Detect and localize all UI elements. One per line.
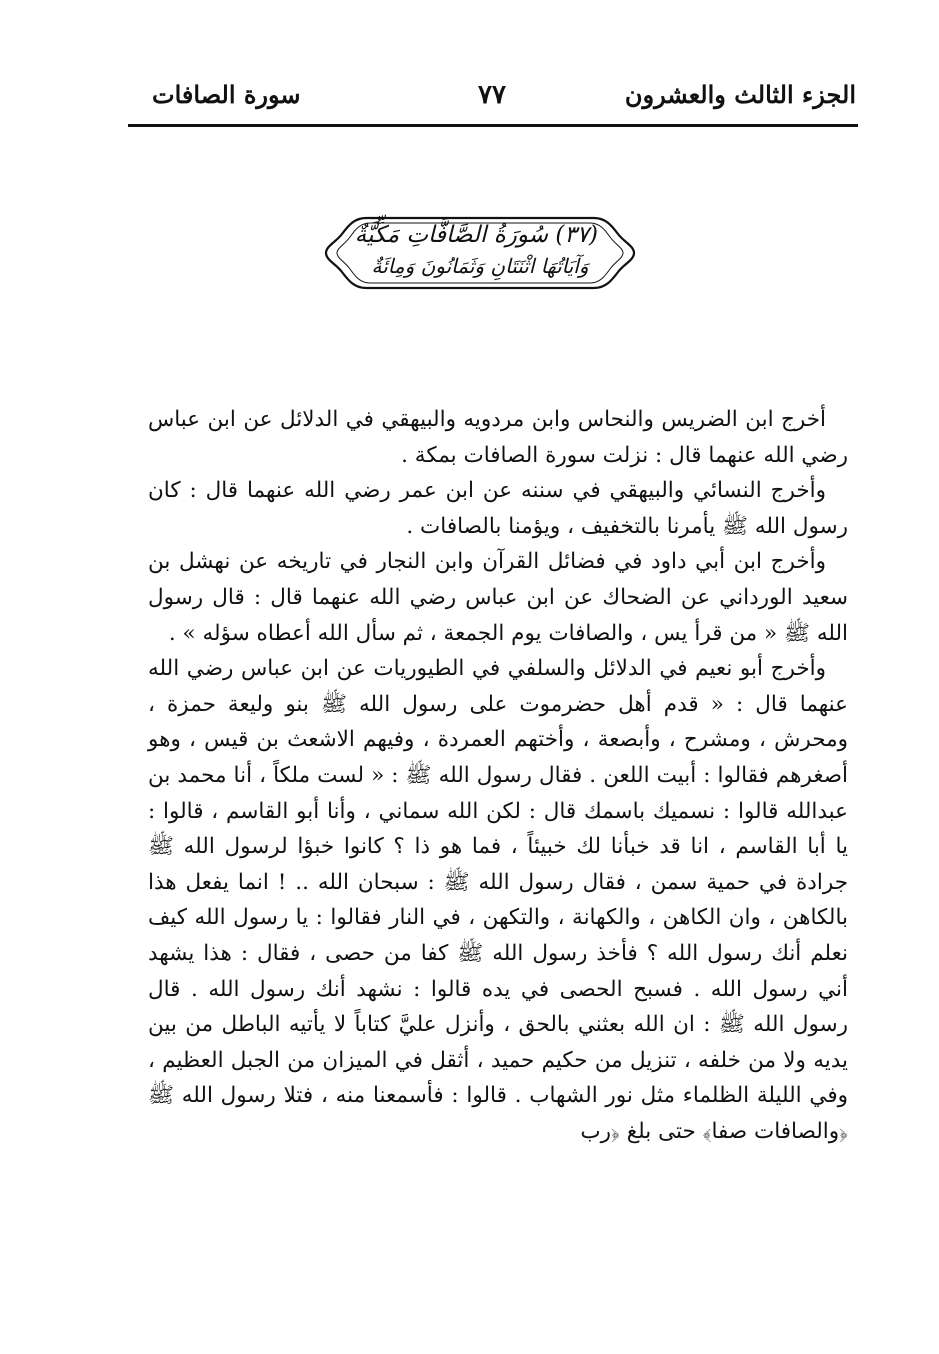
paragraph: أخرج ابن الضريس والنحاس وابن مردويه والبيهقي في الدلائل عن ابن عباس رضي الله عنهما قال : نزلت سورة الصافات بمكة .	[148, 407, 848, 468]
page-number: ٧٧	[478, 80, 506, 110]
body-text	[148, 402, 848, 1149]
paragraph: وأخرج النسائي والبيهقي في سننه عن ابن عمر رضي الله عنهما قال : كان رسول الله ﷺ يأمرنا بالتخفيف ، ويؤمنا بالصافات .	[148, 478, 848, 539]
surah-title: (٣٧) سُورَةُ الصَّافَّاتِ مَكِّيَّةٌ	[354, 222, 598, 248]
paragraph: وأخرج ابن أبي داود في فضائل القرآن وابن النجار في تاريخه عن نهشل بن سعيد الورداني عن الضحاك عن ابن عباس رضي الله عنهما قال : قال رسول الله ﷺ « من قرأ يس ، والصافات يوم الجمعة ، ثم سأل الله أعطاه سؤله » .	[148, 549, 848, 646]
part-label: الجزء الثالث والعشرون	[624, 80, 856, 109]
paragraph: وأخرج أبو نعيم في الدلائل والسلفي في الطيوريات عن ابن عباس رضي الله عنهما قال : « قدم أهل حضرموت على رسول الله ﷺ بنو وليعة حمزة ، ومحرش ، ومشرح ، وأبصعة ، وأختهم العمردة ، وفيهم الاشعث بن قيس ، وهو أصغرهم فقالوا : أبيت اللعن . فقال رسول الله ﷺ : « لست ملكاً ، أنا محمد بن عبدالله قالوا : نسميك باسمك قال : لكن الله سماني ، وأنا أبو القاسم ، قالوا : يا أبا القاسم ، انا قد خبأنا لك خبيئاً ، فما هو ذا ؟ كانوا خبؤا لرسول الله ﷺ جرادة في حمية سمن ، فقال رسول الله ﷺ : سبحان الله .. ! انما يفعل هذا بالكاهن ، وان الكاهن ، والكهانة ، والتكهن ، في النار فقالوا : يا رسول الله كيف نعلم أنك رسول الله ؟ فأخذ رسول الله ﷺ كفا من حصى ، فقال : هذا يشهد أني رسول الله . فسبح الحصى في يده قالوا : نشهد أنك رسول الله . قال رسول الله ﷺ : ان الله بعثني بالحق ، وأنزل عليَّ كتاباً لا يأتيه الباطل من بين يديه ولا من خلفه ، تنزيل من حكيم حميد ، أثقل في الميزان من الجبل العظيم ، وفي الليلة الظلماء مثل نور الشهاب . قالوا : فأسمعنا منه ، فتلا رسول الله ﷺ ﴿والصافات صفا﴾ حتى بلغ ﴿رب	[148, 656, 848, 1144]
verse-count: وَآيَاتُهَا اثْنَتَانِ وَثَمَانُونَ وَمِائَةٌ	[371, 254, 589, 278]
surah-label: سورة الصافات	[152, 80, 301, 109]
running-header	[128, 80, 856, 120]
header-rule	[128, 124, 858, 127]
surah-title-cartouche	[322, 212, 638, 294]
